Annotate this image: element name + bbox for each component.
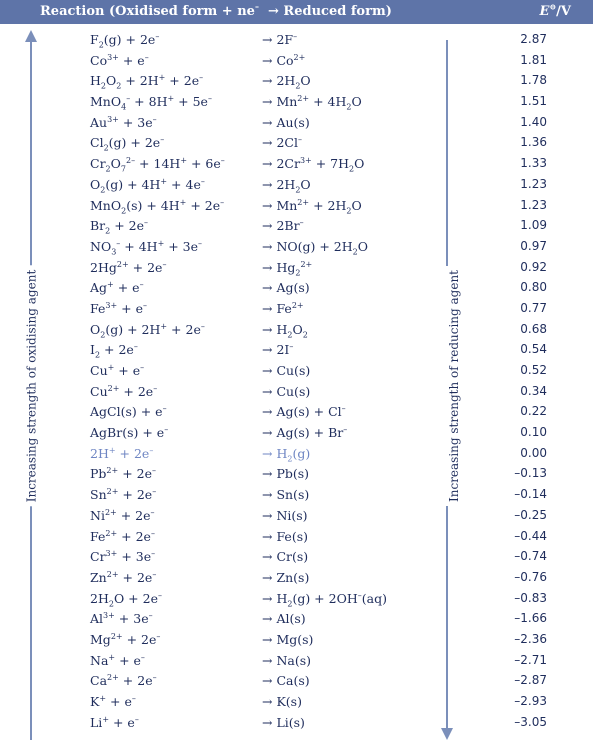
electrode-potential: –2.71 [514,652,547,667]
electrode-potential: 1.81 [520,52,547,67]
reduced-form: → 2I– [262,342,294,358]
table-row [0,258,593,279]
oxidised-form: $NO_3^- + 4H^+ + 3e^-$ [90,238,203,257]
oxidised-form: $O_2(g) + 4H^+ + 4e^-$ [90,176,205,195]
electrode-potential: 1.23 [520,197,547,212]
reduced-form: → Au(s) [262,114,310,130]
reduced-form: → $H_2(g)$ [262,445,311,464]
reduced-form: → Cr(s) [262,549,309,565]
electrode-potential: –2.87 [514,673,547,688]
electrode-potential: –0.13 [514,466,547,481]
table-row [0,527,593,548]
oxidised-form: Ag+ + e– [90,280,144,296]
table-row [0,651,593,672]
reduced-form: → 2Cl– [262,135,302,151]
electrode-potential: 1.23 [520,176,547,191]
oxidised-form: $H_2O_2 + 2H^+ + 2e^-$ [90,73,204,91]
electrode-potential: –3.05 [514,714,547,729]
reduced-form: → $H_2O_2$ [262,321,308,340]
reduced-form: → Al(s) [262,611,306,627]
right-axis-label: Increasing strength of reducing agent [445,266,463,506]
table-header [0,0,593,24]
reduced-form: → $Co^{2+}$ [262,52,306,68]
reduced-form: → Fe(s) [262,528,309,544]
oxidised-form: $Sn^{2+} + 2e^-$ [90,486,157,503]
table-row [0,671,593,692]
header-reduced: → Reduced form) [268,4,392,19]
electrode-potential: 1.51 [520,94,547,109]
table-row [0,402,593,423]
reduced-form: → K(s) [262,694,302,709]
oxidised-form: $Cr_2O_7^{2-} + 14H^+ + 6e^-$ [90,155,225,174]
table-row [0,630,593,651]
table-row [0,30,593,51]
electrode-potential: 0.77 [520,300,547,315]
electrode-potential: –0.25 [514,507,547,522]
electrode-potential: –0.14 [514,487,547,502]
oxidised-form: $Fe^{2+} + 2e^-$ [90,528,155,544]
left-axis-label: Increasing strength of oxidising agent [22,266,40,507]
reduced-form: → Cu(s) [262,363,311,378]
electrode-potential: 0.68 [520,321,547,336]
electrode-potential: –2.36 [514,631,547,646]
table-row [0,92,593,113]
table-row [0,589,593,610]
table-row [0,382,593,403]
table-row [0,113,593,134]
oxidised-form: $Fe^{3+} + e^-$ [90,300,148,316]
table-row [0,444,593,465]
oxidised-form: $Au^{3+} + 3e^-$ [90,114,157,130]
table-row [0,71,593,92]
oxidised-form: $O_2(g) + 2H^+ + 2e^-$ [90,321,205,340]
table-row [0,278,593,299]
table-row [0,713,593,734]
table-row [0,320,593,341]
electrode-potential: 0.34 [520,383,547,398]
reduced-form: → Pb(s) [262,466,310,482]
table-row [0,175,593,196]
oxidised-form: 2H+ + 2e– [90,445,154,461]
table-row [0,506,593,527]
electrode-potential: –0.76 [514,569,547,584]
reduced-form: → Li(s) [262,714,305,730]
electrode-potential: –0.74 [514,549,547,564]
reduced-form: → $2H_2O$ [262,73,311,91]
oxidised-form: $F_2(g) + 2e^-$ [90,31,160,50]
oxidised-form: $2Hg^{2+} + 2e^-$ [90,259,167,275]
electrode-potential: 0.54 [520,342,547,357]
electrode-potential: 1.36 [520,135,547,150]
reduced-form: → Ag(s) + Br– [262,424,348,441]
oxidised-form: $Br_2 + 2e^-$ [90,218,149,236]
oxidised-form: Li+ + e– [90,714,139,730]
electrode-potential: 0.80 [520,280,547,295]
reduced-form: → Ni(s) [262,507,308,523]
oxidised-form: $Co^{3+} + e^-$ [90,52,149,68]
oxidised-form: $Zn^{2+} + 2e^-$ [90,569,157,585]
reduced-form: → $Mn^{2+} + 2H_2O$ [262,197,362,215]
table-row [0,692,593,713]
header-reaction: Reaction (Oxidised form + ne– [40,1,259,19]
reduced-form: → $2H_2O$ [262,176,311,195]
oxidised-form: $Mg^{2+} + 2e^-$ [90,631,161,647]
oxidised-form: K+ + e– [90,693,136,709]
reduced-form: → $Hg_2^{2+}$ [262,259,313,278]
oxidised-form: $Cu^{2+} + 2e^-$ [90,383,158,399]
oxidised-form: MnO$_2$(s) + 4H+ + 2e– [90,197,225,215]
oxidised-form: Cu+ + e– [90,362,145,378]
oxidised-form: $I_2 + 2e^-$ [90,342,138,360]
table-row [0,154,593,175]
oxidised-form: $Al^{3+} + 3e^-$ [90,611,153,627]
table-row [0,237,593,258]
electrode-potential: 0.00 [520,445,547,460]
table-row [0,609,593,630]
oxidised-form: AgCl(s) + e– [90,404,167,420]
header-potential: E⊖/V [539,1,571,19]
table-row [0,361,593,382]
electrode-potential: 2.87 [520,32,547,46]
electrode-potential: –0.44 [514,528,547,543]
reduced-form: → Cu(s) [262,383,311,399]
electrode-potential: –0.83 [514,590,547,605]
reduced-form: → 2Br– [262,218,304,234]
table-row [0,216,593,237]
electrode-potential: 0.92 [520,259,547,274]
electrode-potential: 1.09 [520,218,547,233]
reduced-form: → $2Cr^{3+} + 7H_2O$ [262,155,365,174]
reduced-form: → Ag(s) [262,280,310,296]
oxidised-form: $Cr^{3+} + 3e^-$ [90,549,156,565]
table-row [0,299,593,320]
reduced-form: → $Mn^{2+} + 4H_2O$ [262,93,362,112]
electrode-potential: 0.22 [520,404,547,419]
oxidised-form: MnO$_4$– + 8H+ + 5e– [90,93,212,112]
electrode-potential: –1.66 [514,611,547,626]
table-row [0,51,593,72]
oxidised-form: $Pb^{2+} + 2e^-$ [90,466,156,482]
oxidised-form: $2H_2O + 2e^-$ [90,590,162,609]
oxidised-form: $Cl_2(g) + 2e^-$ [90,135,165,153]
reduced-form: → $NO(g) + 2H_2O$ [262,238,369,257]
oxidised-form: AgBr(s) + e– [90,424,169,441]
electrode-potential: 1.33 [520,156,547,171]
electrode-potential: 1.78 [520,73,547,88]
table-row [0,568,593,589]
table-row [0,464,593,485]
oxidised-form: $Ca^{2+} + 2e^-$ [90,673,157,689]
reduced-form: → $Fe^{2+}$ [262,300,304,316]
reduced-form: → Sn(s) [262,487,310,503]
reduced-form: → Ag(s) + Cl– [262,404,346,420]
reduced-form: → Na(s) [262,652,312,668]
oxidised-form: $Ni^{2+} + 2e^-$ [90,507,155,523]
electrode-potential: –2.93 [514,694,547,708]
reduced-form: → $H_2(g) + 2OH^-(aq)$ [262,590,387,609]
table-row [0,547,593,568]
table-row [0,133,593,154]
oxidised-form: Na+ + e– [90,652,145,668]
electrode-potential: 0.97 [520,238,547,253]
table-row [0,423,593,444]
reaction-list [0,30,593,733]
reduced-form: → Ca(s) [262,673,310,689]
electrode-potential: 0.52 [520,363,547,377]
reduced-form: → 2F– [262,31,298,47]
electrode-potential: 1.40 [520,114,547,129]
reduced-form: → Zn(s) [262,569,310,585]
table-row [0,196,593,217]
table-row [0,340,593,361]
electrode-potential: 0.10 [520,425,547,440]
reduced-form: → Mg(s) [262,631,314,647]
table-row [0,485,593,506]
